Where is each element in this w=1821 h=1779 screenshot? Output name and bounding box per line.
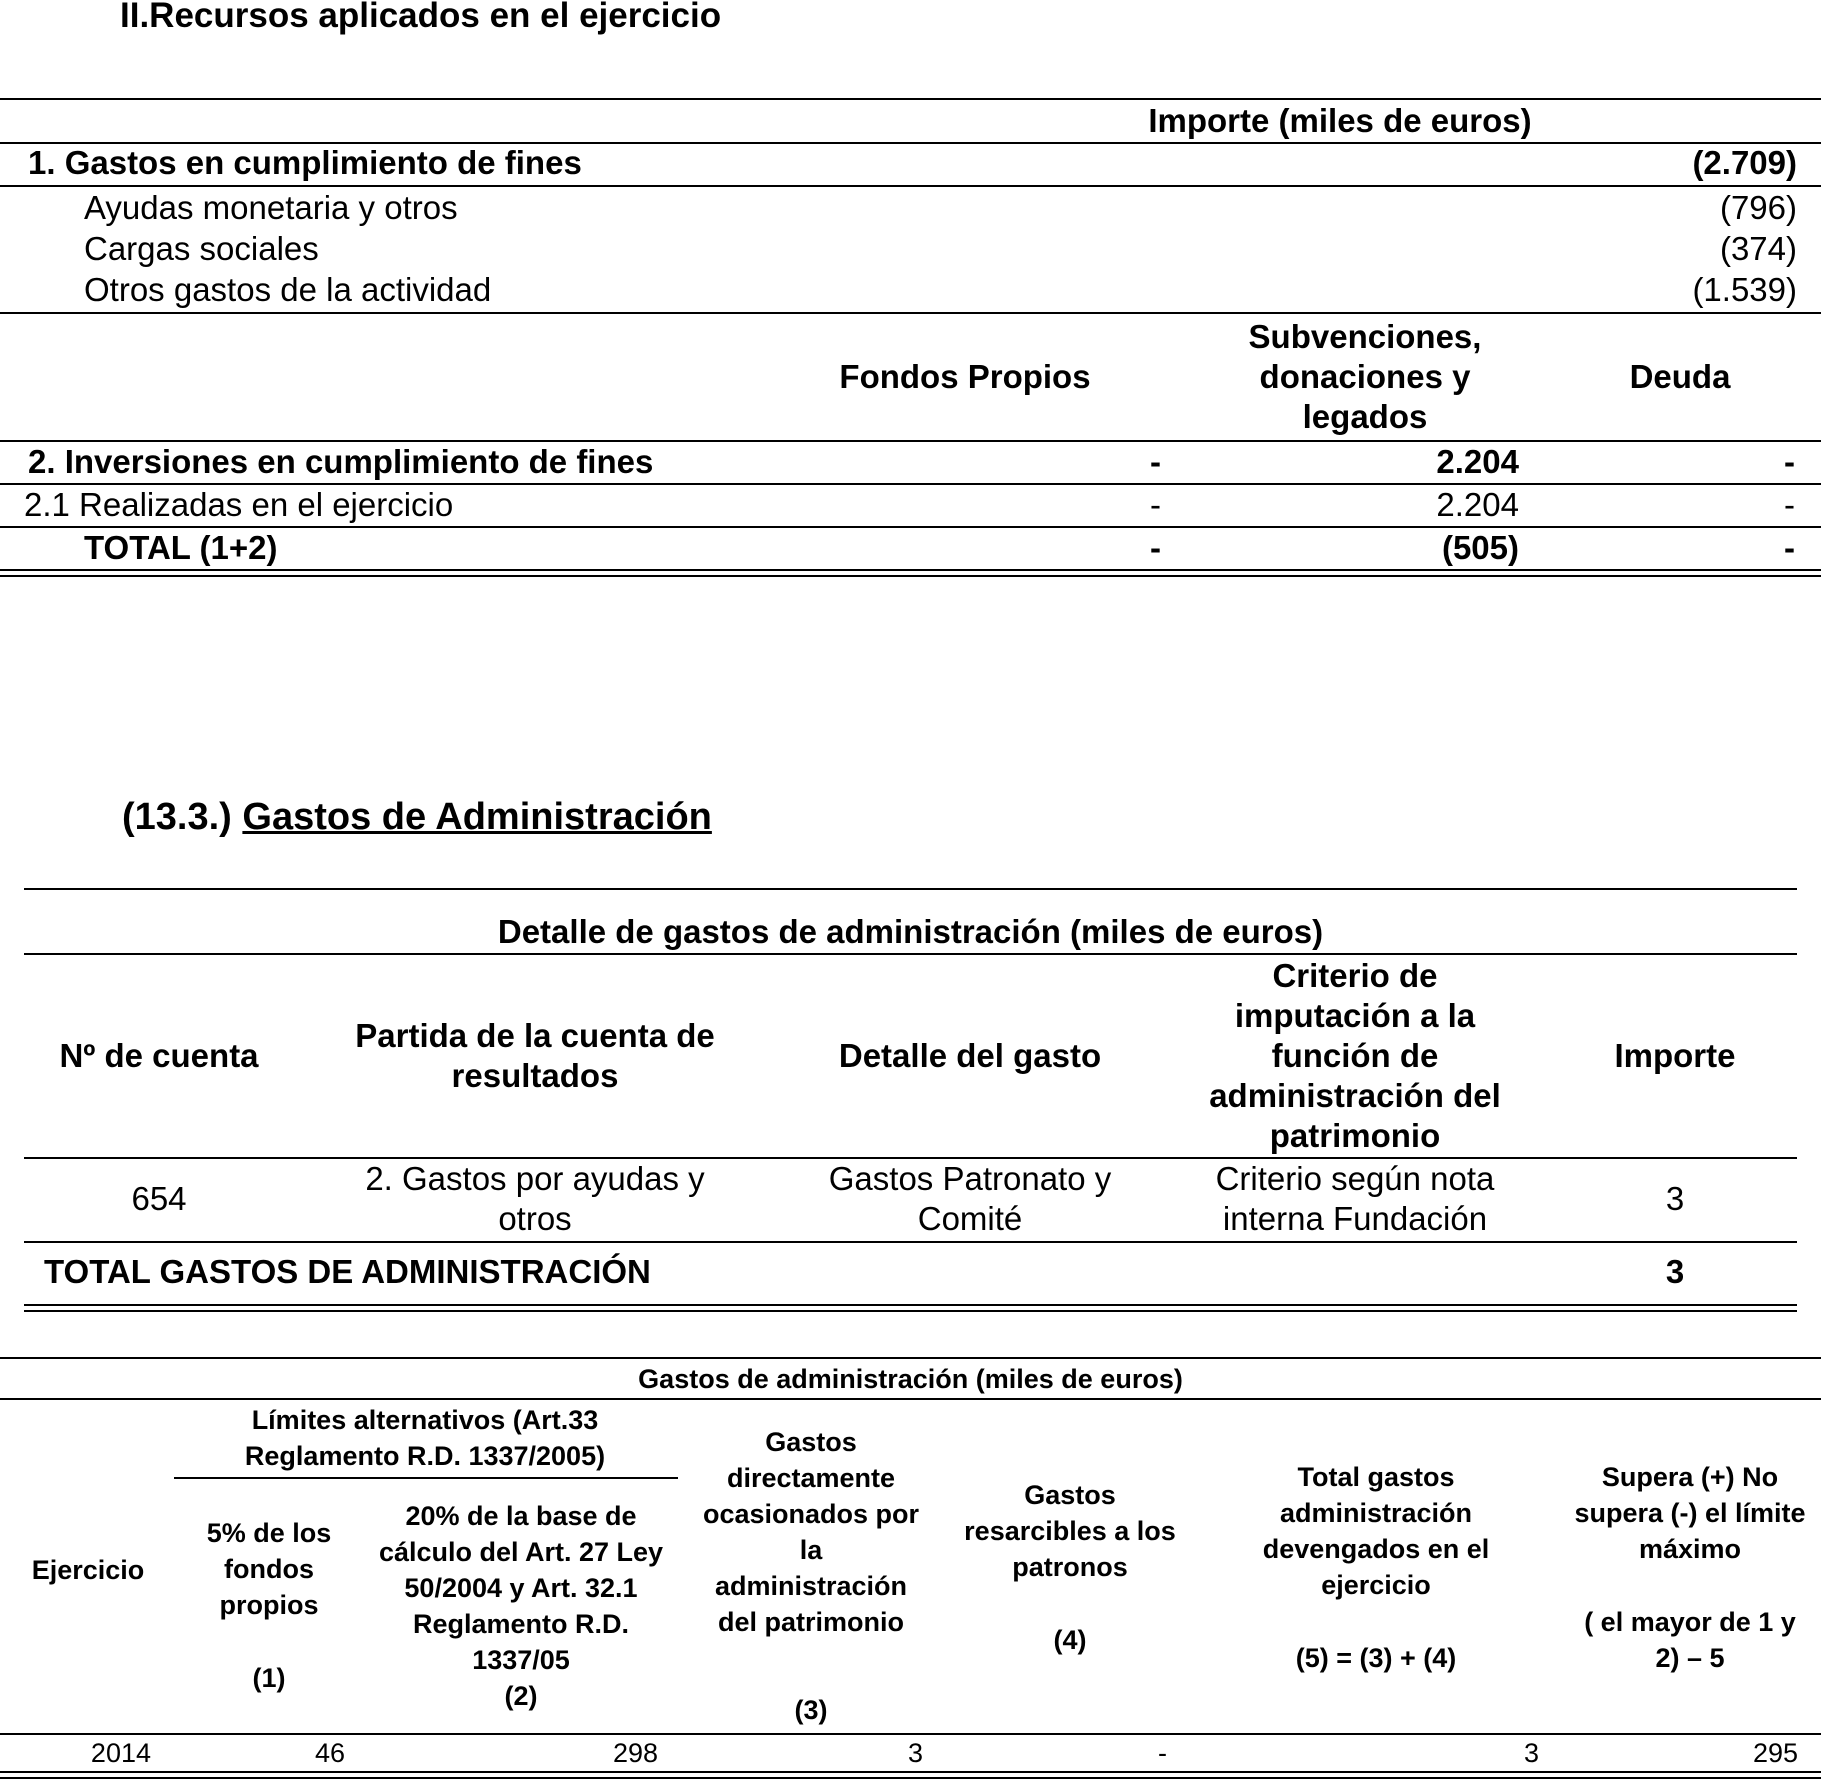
col-header-directos: Gastos directamente ocasionados por la administración del patrimonio — [702, 1427, 920, 1637]
cell-cuenta: 654 — [131, 1180, 187, 1217]
row-value: (796) — [1719, 189, 1797, 226]
row-label: 1. Gastos en cumplimiento de fines — [28, 144, 582, 181]
col-header-supera: Supera (+) No supera (-) el límite máximo — [1574, 1462, 1806, 1564]
cell-20pct: 298 — [612, 1738, 658, 1768]
cell-deuda: - — [1784, 529, 1795, 566]
divider — [0, 1357, 1821, 1359]
row-value: (1.539) — [1692, 271, 1797, 308]
col-header-fondos: Fondos Propios — [839, 358, 1091, 395]
row-label: 2. Inversiones en cumplimiento de fines — [28, 443, 654, 480]
col-header-ejercicio: Ejercicio — [31, 1555, 145, 1585]
col-header-20pct-num: (2) — [504, 1681, 538, 1711]
col-header-detalle: Detalle del gasto — [838, 1037, 1102, 1074]
double-divider — [24, 1304, 1797, 1312]
cell-subv: (505) — [1441, 529, 1519, 566]
col-header-supera-note: ( el mayor de 1 y 2) – 5 — [1584, 1607, 1796, 1673]
cell-supera: 295 — [1752, 1738, 1798, 1768]
section-title: II.Recursos aplicados en el ejercicio — [120, 0, 722, 35]
row-label: Ayudas monetaria y otros — [84, 189, 458, 226]
cell-directos: 3 — [907, 1738, 923, 1768]
divider — [24, 1241, 1797, 1243]
row-label: 2.1 Realizadas en el ejercicio — [24, 486, 454, 523]
group-header-limites: Límites alternativos (Art.33 Reglamento R.D. 1337/2005) — [244, 1405, 606, 1471]
cell-subv: 2.204 — [1436, 443, 1519, 480]
col-header-5pct-num: (1) — [252, 1663, 286, 1693]
col-header-importe: Importe — [1614, 1037, 1736, 1074]
col-header-5pct: 5% de los fondos propios — [206, 1518, 332, 1620]
col-header-criterio: Criterio de imputación a la función de administración del patrimonio — [1209, 957, 1501, 1154]
double-divider — [0, 1771, 1821, 1779]
cell-fondos: - — [1150, 443, 1161, 480]
cell-deuda: - — [1784, 486, 1795, 523]
divider — [0, 185, 1821, 187]
cell-partida: 2. Gastos por ayudas y otros — [365, 1160, 705, 1237]
col-header-20pct: 20% de la base de cálculo del Art. 27 Ley 50/2004 y Art. 32.1 Reglamento R.D. 1337/05 — [378, 1501, 664, 1675]
col-header-total: Total gastos administración devengados en el ejercicio — [1262, 1462, 1490, 1600]
cell-criterio: Criterio según nota interna Fundación — [1215, 1160, 1495, 1237]
cell-fondos: - — [1150, 529, 1161, 566]
total-value: 3 — [1665, 1253, 1685, 1290]
table-title: Gastos de administración (miles de euros) — [638, 1364, 1183, 1394]
section2-title-text: Gastos de Administración — [242, 796, 712, 838]
divider — [0, 1398, 1821, 1400]
divider — [24, 888, 1797, 890]
table-title: Detalle de gastos de administración (miles de euros) — [497, 913, 1324, 950]
divider — [0, 98, 1821, 100]
total-label: TOTAL (1+2) — [84, 529, 278, 566]
cell-total: 3 — [1523, 1738, 1539, 1768]
cell-detalle: Gastos Patronato y Comité — [828, 1160, 1112, 1237]
cell-5pct: 46 — [314, 1738, 345, 1768]
col-header-subvenciones: Subvenciones, donaciones y legados — [1248, 318, 1482, 435]
cell-ejercicio: 2014 — [90, 1738, 151, 1768]
col-header-deuda: Deuda — [1629, 358, 1731, 395]
total-label: TOTAL GASTOS DE ADMINISTRACIÓN — [44, 1253, 651, 1290]
col-header-resarcibles: Gastos resarcibles a los patronos — [964, 1480, 1176, 1582]
cell-resarcibles: - — [1158, 1738, 1167, 1768]
col-header-cuenta: Nº de cuenta — [59, 1037, 259, 1074]
section2-title — [122, 794, 712, 840]
cell-deuda: - — [1784, 443, 1795, 480]
cell-importe: 3 — [1665, 1180, 1685, 1217]
col-header-partida: Partida de la cuenta de resultados — [355, 1017, 715, 1094]
col-header-directos-num: (3) — [794, 1695, 828, 1725]
cell-fondos: - — [1150, 486, 1161, 523]
row-label: Otros gastos de la actividad — [84, 271, 492, 308]
double-divider — [0, 569, 1821, 577]
col-header-total-num: (5) = (3) + (4) — [1295, 1643, 1457, 1673]
row-label: Cargas sociales — [84, 230, 319, 267]
header-importe: Importe (miles de euros) — [1148, 102, 1532, 139]
row-value: (374) — [1719, 230, 1797, 267]
row-value: (2.709) — [1692, 144, 1797, 181]
col-header-resarcibles-num: (4) — [1053, 1625, 1087, 1655]
section2-number: (13.3.) — [122, 796, 232, 838]
group-underline — [174, 1477, 678, 1479]
cell-subv: 2.204 — [1436, 486, 1519, 523]
